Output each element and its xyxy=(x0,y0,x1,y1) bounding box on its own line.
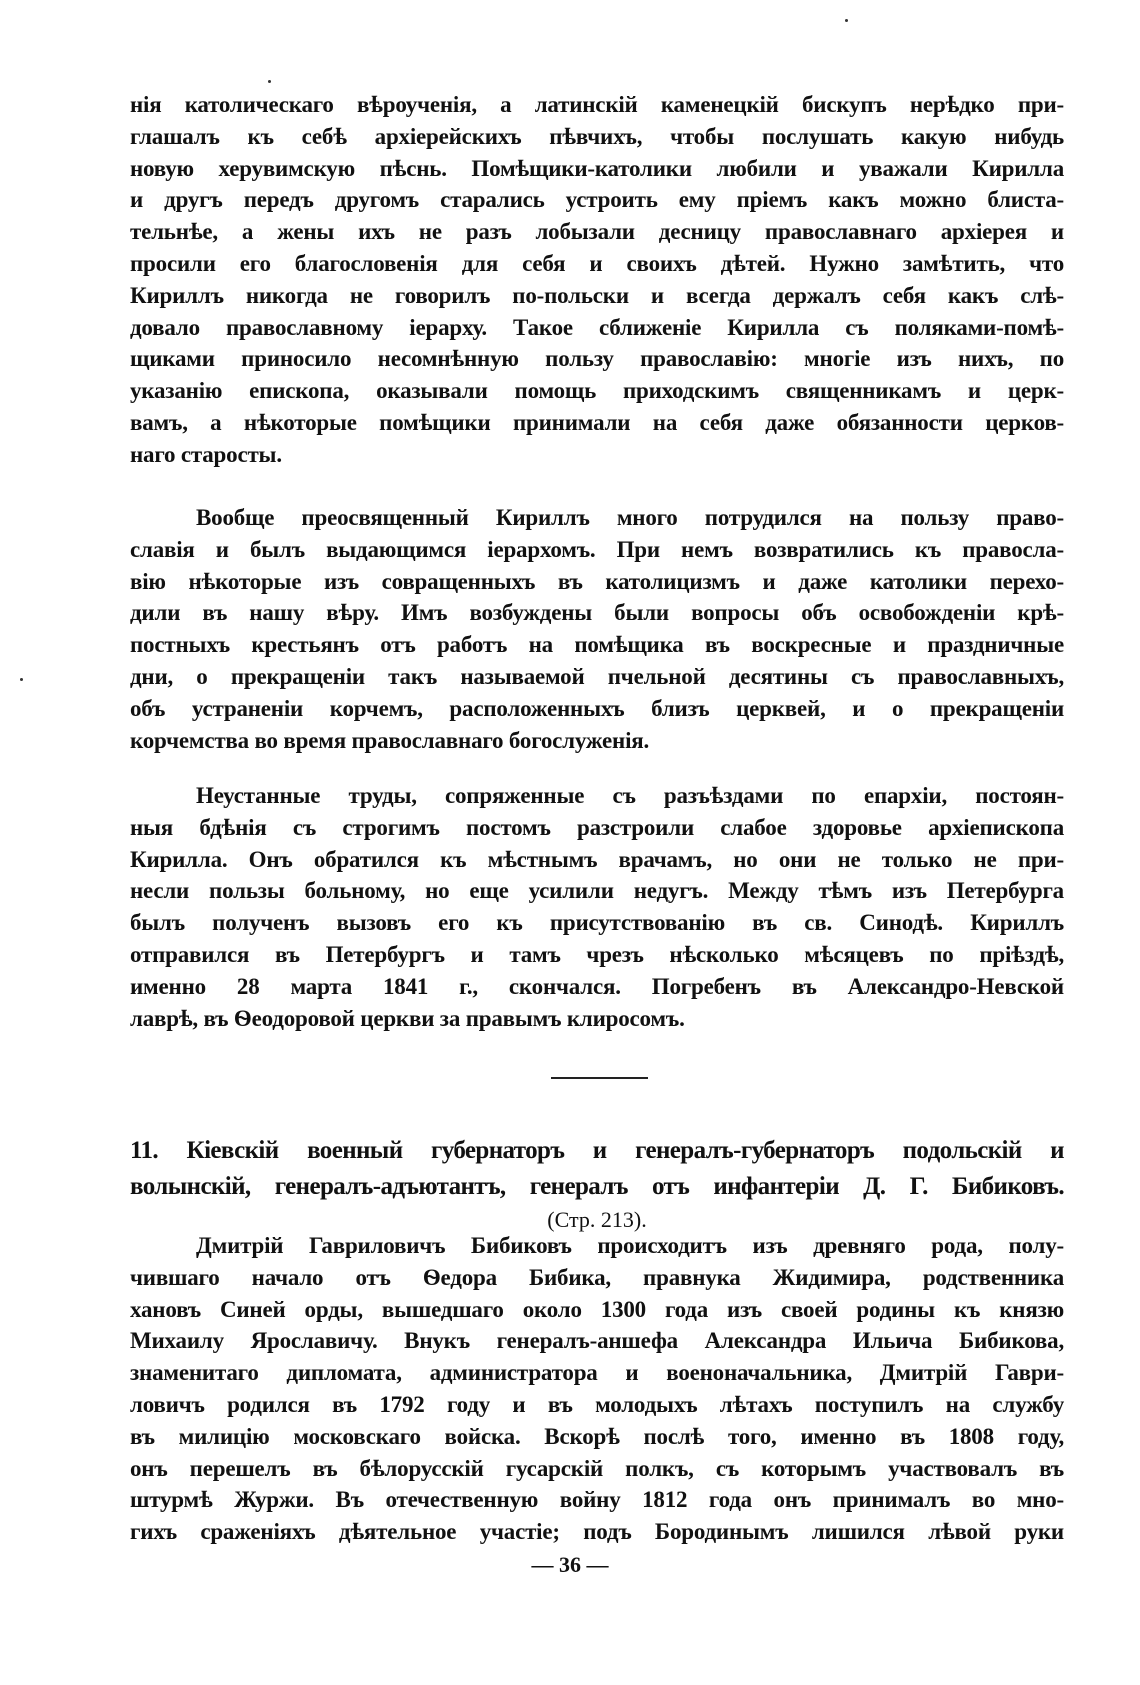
heading-line: 11. Кіевскій военный губернаторъ и генералъ-губернаторъ подольскій и xyxy=(130,1137,1064,1164)
text-line: глашалъ къ себѣ архіерейскихъ пѣвчихъ, чтобы послушать какую нибудь xyxy=(130,123,1064,149)
text-line: онъ перешелъ въ бѣлорусскій гусарскій полкъ, съ которымъ участвовалъ въ xyxy=(130,1455,1064,1481)
text-line: довало православному іерарху. Такое сближеніе Кирилла съ поляками-помѣ- xyxy=(130,314,1064,340)
text-line: и другъ передъ другомъ старались устроить ему пріемъ какъ можно блиста- xyxy=(130,187,1064,213)
text-line: наго старосты. xyxy=(130,441,282,467)
text-line: былъ полученъ вызовъ его къ присутствованію въ св. Синодѣ. Кириллъ xyxy=(130,910,1064,936)
text-line: постныхъ крестьянъ отъ работъ на помѣщика въ воскресные и праздничные xyxy=(130,632,1064,658)
text-line: просили его благословенія для себя и своихъ дѣтей. Нужно замѣтить, что xyxy=(130,250,1064,276)
text-line: вамъ, а нѣкоторые помѣщики принимали на себя даже обязанности церков- xyxy=(130,409,1064,435)
text-line: Кирилла. Онъ обратился къ мѣстнымъ врачамъ, но они не только не при- xyxy=(130,846,1064,872)
text-line: Михаилу Ярославичу. Внукъ генералъ-аншефа Александра Ильича Бибикова, xyxy=(130,1328,1064,1354)
scan-speck xyxy=(20,678,23,681)
paragraph-1 xyxy=(130,89,1064,471)
text-line: несли пользы больному, но еще усилили недугъ. Между тѣмъ изъ Петербурга xyxy=(130,878,1064,904)
text-line: корчемства во время православнаго богослуженія. xyxy=(130,727,650,753)
text-line: хановъ Синей орды, вышедшаго около 1300 года изъ своей родины къ князю xyxy=(130,1296,1064,1322)
text-line: знаменитаго дипломата, администратора и военоначальника, Дмитрій Гаври- xyxy=(130,1360,1064,1386)
text-line: объ устраненіи корчемъ, расположенныхъ близъ церквей, и о прекращеніи xyxy=(130,695,1064,721)
text-line: лаврѣ, въ Ѳеодоровой церкви за правымъ клиросомъ. xyxy=(130,1005,685,1031)
paragraph-2 xyxy=(130,502,1064,756)
text-line: гихъ сраженіяхъ дѣятельное участіе; подъ Бородинымъ лишился лѣвой руки xyxy=(130,1519,1064,1545)
heading-line: волынскій, генералъ-адъютантъ, генералъ отъ инфантеріи Д. Г. Бибиковъ. xyxy=(130,1173,1064,1200)
text-line: славія и былъ выдающимся іерархомъ. При немъ возвратились къ правосла- xyxy=(130,536,1064,562)
text-line: вію нѣкоторые изъ совращенныхъ въ католицизмъ и даже католики перехо- xyxy=(130,568,1064,594)
text-line: тельнѣе, а жены ихъ не разъ лобызали десницу православнаго архіерея и xyxy=(130,219,1064,245)
page-reference: (Стр. 213). xyxy=(547,1207,647,1232)
text-line: нія католическаго вѣроученія, а латинскій каменецкій бискупъ нерѣдко при- xyxy=(130,92,1064,117)
page-number: — 36 — xyxy=(531,1552,609,1577)
text-line: чившаго начало отъ Ѳедора Бибика, правнука Жидимира, родственника xyxy=(130,1264,1064,1290)
paragraph-4 xyxy=(130,1230,1064,1548)
text-line: указанію епископа, оказывали помощь приходскимъ священникамъ и церк- xyxy=(130,378,1064,404)
text-line: Кириллъ никогда не говорилъ по-польски и всегда держалъ себя какъ слѣ- xyxy=(130,282,1064,308)
text-line: щиками приносило несомнѣнную пользу православію: многіе изъ нихъ, по xyxy=(130,346,1064,372)
text-line: дили въ нашу вѣру. Имъ возбуждены были вопросы объ освобожденіи крѣ- xyxy=(130,600,1064,626)
section-divider xyxy=(551,1077,648,1079)
text-line: ловичъ родился въ 1792 году и въ молодыхъ лѣтахъ поступилъ на службу xyxy=(130,1391,1064,1417)
scan-speck xyxy=(845,19,848,22)
text-line: дни, о прекращеніи такъ называемой пчельной десятины съ православныхъ, xyxy=(130,663,1064,689)
text-line: Вообще преосвященный Кириллъ много потрудился на пользу право- xyxy=(196,505,1064,530)
scan-speck xyxy=(268,80,271,83)
text-line: Дмитрій Гавриловичъ Бибиковъ происходитъ изъ древняго рода, полу- xyxy=(196,1233,1064,1258)
text-line: новую херувимскую пѣснь. Помѣщики-католики любили и уважали Кирилла xyxy=(130,155,1064,181)
text-line: штурмѣ Журжи. Въ отечественную войну 1812 года онъ принималъ во мно- xyxy=(130,1487,1064,1513)
section-heading xyxy=(130,1133,1064,1235)
text-line: Неустанные труды, сопряженные съ разъѣздами по епархіи, постоян- xyxy=(196,783,1064,808)
paragraph-3 xyxy=(130,780,1064,1034)
text-line: отправился въ Петербургъ и тамъ чрезъ нѣсколько мѣсяцевъ по пріѣздѣ, xyxy=(130,941,1064,967)
text-line: въ милицію московскаго войска. Вскорѣ послѣ того, именно въ 1808 году, xyxy=(130,1423,1064,1449)
text-line: именно 28 марта 1841 г., скончался. Погребенъ въ Александро-Невской xyxy=(130,973,1064,999)
text-line: ныя бдѣнія съ строгимъ постомъ разстроили слабое здоровье архіепископа xyxy=(130,814,1064,840)
